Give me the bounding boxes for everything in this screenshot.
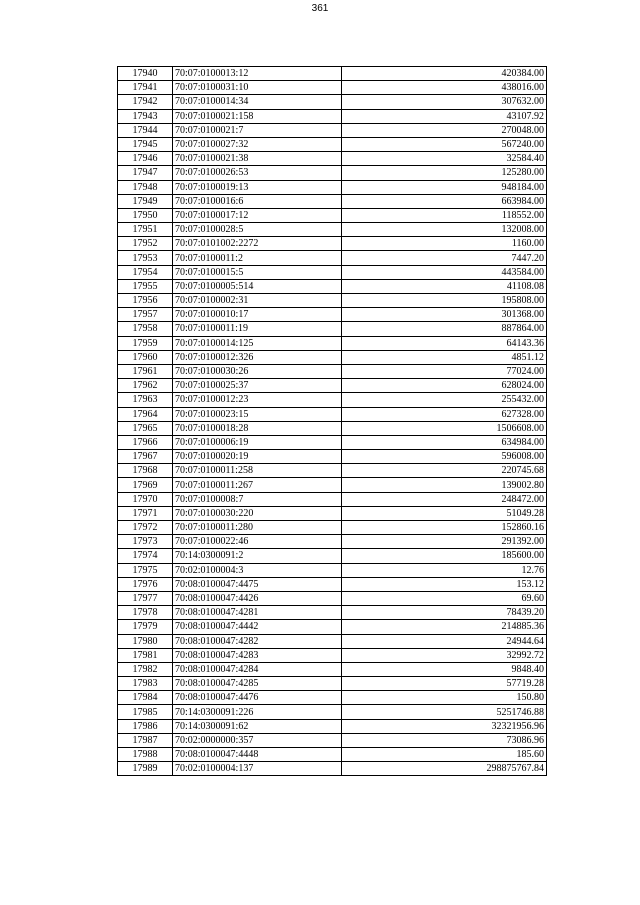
cadastral-number-cell: 70:08:0100047:4475 [173, 577, 342, 591]
cadastral-value-cell: 195808.00 [342, 294, 547, 308]
cadastral-value-cell: 185.60 [342, 748, 547, 762]
cadastral-number-cell: 70:07:0100022:46 [173, 535, 342, 549]
table-row [118, 322, 547, 336]
cadastral-number-cell: 70:07:0100030:26 [173, 364, 342, 378]
cadastral-number-cell: 70:07:0100019:13 [173, 180, 342, 194]
cadastral-value-cell: 634984.00 [342, 435, 547, 449]
cadastral-value-cell: 132008.00 [342, 223, 547, 237]
cadastral-value-cell: 301368.00 [342, 308, 547, 322]
row-number-cell: 17954 [118, 265, 173, 279]
row-number-cell: 17950 [118, 208, 173, 222]
cadastral-value-cell: 32584.40 [342, 152, 547, 166]
table-row [118, 251, 547, 265]
cadastral-value-cell: 32321956.96 [342, 719, 547, 733]
row-number-cell: 17959 [118, 336, 173, 350]
cadastral-value-table [117, 66, 547, 776]
cadastral-number-cell: 70:07:0100021:158 [173, 109, 342, 123]
row-number-cell: 17945 [118, 137, 173, 151]
row-number-cell: 17979 [118, 620, 173, 634]
table-row [118, 748, 547, 762]
cadastral-value-cell: 5251746.88 [342, 705, 547, 719]
cadastral-value-cell: 248472.00 [342, 492, 547, 506]
row-number-cell: 17947 [118, 166, 173, 180]
page-number: 361 [311, 3, 329, 14]
row-number-cell: 17943 [118, 109, 173, 123]
table-row [118, 294, 547, 308]
cadastral-number-cell: 70:07:0100011:19 [173, 322, 342, 336]
table-row [118, 265, 547, 279]
cadastral-number-cell: 70:07:0100005:514 [173, 279, 342, 293]
cadastral-value-cell: 298875767.84 [342, 762, 547, 776]
cadastral-value-cell: 153.12 [342, 577, 547, 591]
row-number-cell: 17986 [118, 719, 173, 733]
table-row [118, 691, 547, 705]
row-number-cell: 17967 [118, 450, 173, 464]
cadastral-number-cell: 70:07:0100020:19 [173, 450, 342, 464]
cadastral-number-cell: 70:08:0100047:4283 [173, 648, 342, 662]
row-number-cell: 17988 [118, 748, 173, 762]
row-number-cell: 17972 [118, 521, 173, 535]
cadastral-value-cell: 887864.00 [342, 322, 547, 336]
cadastral-value-cell: 152860.16 [342, 521, 547, 535]
table-row [118, 478, 547, 492]
cadastral-number-cell: 70:08:0100047:4282 [173, 634, 342, 648]
table-body [118, 67, 547, 776]
table-row [118, 450, 547, 464]
table-row [118, 521, 547, 535]
table-row [118, 109, 547, 123]
cadastral-value-cell: 51049.28 [342, 506, 547, 520]
table-row [118, 762, 547, 776]
cadastral-number-cell: 70:02:0100004:137 [173, 762, 342, 776]
cadastral-value-cell: 139002.80 [342, 478, 547, 492]
cadastral-number-cell: 70:07:0100025:37 [173, 379, 342, 393]
cadastral-value-cell: 1160.00 [342, 237, 547, 251]
cadastral-number-cell: 70:08:0100047:4476 [173, 691, 342, 705]
row-number-cell: 17973 [118, 535, 173, 549]
cadastral-value-cell: 567240.00 [342, 137, 547, 151]
cadastral-number-cell: 70:08:0100047:4284 [173, 662, 342, 676]
table-row [118, 535, 547, 549]
row-number-cell: 17980 [118, 634, 173, 648]
row-number-cell: 17976 [118, 577, 173, 591]
cadastral-number-cell: 70:07:0100011:258 [173, 464, 342, 478]
table-row [118, 194, 547, 208]
table-row [118, 393, 547, 407]
cadastral-number-cell: 70:14:0300091:62 [173, 719, 342, 733]
row-number-cell: 17964 [118, 407, 173, 421]
table-row [118, 137, 547, 151]
row-number-cell: 17944 [118, 123, 173, 137]
row-number-cell: 17952 [118, 237, 173, 251]
row-number-cell: 17948 [118, 180, 173, 194]
row-number-cell: 17978 [118, 606, 173, 620]
table-row [118, 336, 547, 350]
row-number-cell: 17960 [118, 350, 173, 364]
cadastral-value-cell: 77024.00 [342, 364, 547, 378]
cadastral-value-cell: 220745.68 [342, 464, 547, 478]
row-number-cell: 17975 [118, 563, 173, 577]
row-number-cell: 17982 [118, 662, 173, 676]
table-row [118, 350, 547, 364]
cadastral-value-cell: 64143.36 [342, 336, 547, 350]
row-number-cell: 17974 [118, 549, 173, 563]
table-row [118, 492, 547, 506]
row-number-cell: 17971 [118, 506, 173, 520]
cadastral-number-cell: 70:08:0100047:4285 [173, 677, 342, 691]
cadastral-value-cell: 69.60 [342, 591, 547, 605]
table-row [118, 223, 547, 237]
table-row [118, 634, 547, 648]
row-number-cell: 17969 [118, 478, 173, 492]
table-row [118, 123, 547, 137]
cadastral-number-cell: 70:07:0100014:125 [173, 336, 342, 350]
cadastral-value-cell: 420384.00 [342, 67, 547, 81]
table-row [118, 67, 547, 81]
row-number-cell: 17951 [118, 223, 173, 237]
table-row [118, 279, 547, 293]
cadastral-number-cell: 70:02:0000000:357 [173, 733, 342, 747]
cadastral-value-cell: 270048.00 [342, 123, 547, 137]
cadastral-number-cell: 70:07:0100031:10 [173, 81, 342, 95]
table-row [118, 208, 547, 222]
cadastral-value-cell: 291392.00 [342, 535, 547, 549]
table-row [118, 677, 547, 691]
cadastral-value-cell: 118552.00 [342, 208, 547, 222]
cadastral-number-cell: 70:07:0100008:7 [173, 492, 342, 506]
cadastral-number-cell: 70:07:0100018:28 [173, 421, 342, 435]
table-row [118, 577, 547, 591]
table-row [118, 308, 547, 322]
cadastral-number-cell: 70:07:0100027:32 [173, 137, 342, 151]
cadastral-value-cell: 628024.00 [342, 379, 547, 393]
table-row [118, 95, 547, 109]
cadastral-number-cell: 70:07:0100017:12 [173, 208, 342, 222]
cadastral-value-cell: 73086.96 [342, 733, 547, 747]
cadastral-value-cell: 1506608.00 [342, 421, 547, 435]
cadastral-number-cell: 70:07:0100002:31 [173, 294, 342, 308]
cadastral-value-cell: 125280.00 [342, 166, 547, 180]
cadastral-value-cell: 596008.00 [342, 450, 547, 464]
row-number-cell: 17965 [118, 421, 173, 435]
table-row [118, 81, 547, 95]
cadastral-value-cell: 43107.92 [342, 109, 547, 123]
cadastral-number-cell: 70:07:0100013:12 [173, 67, 342, 81]
cadastral-value-cell: 255432.00 [342, 393, 547, 407]
row-number-cell: 17946 [118, 152, 173, 166]
cadastral-number-cell: 70:07:0100014:34 [173, 95, 342, 109]
cadastral-number-cell: 70:07:0101002:2272 [173, 237, 342, 251]
row-number-cell: 17957 [118, 308, 173, 322]
table-row [118, 662, 547, 676]
row-number-cell: 17953 [118, 251, 173, 265]
row-number-cell: 17987 [118, 733, 173, 747]
cadastral-number-cell: 70:08:0100047:4426 [173, 591, 342, 605]
cadastral-number-cell: 70:07:0100006:19 [173, 435, 342, 449]
cadastral-number-cell: 70:07:0100028:5 [173, 223, 342, 237]
cadastral-value-cell: 41108.08 [342, 279, 547, 293]
cadastral-number-cell: 70:14:0300091:2 [173, 549, 342, 563]
cadastral-number-cell: 70:07:0100012:326 [173, 350, 342, 364]
cadastral-value-cell: 7447.20 [342, 251, 547, 265]
cadastral-value-cell: 443584.00 [342, 265, 547, 279]
cadastral-number-cell: 70:07:0100026:53 [173, 166, 342, 180]
cadastral-number-cell: 70:07:0100011:267 [173, 478, 342, 492]
table-row [118, 620, 547, 634]
cadastral-number-cell: 70:07:0100015:5 [173, 265, 342, 279]
cadastral-value-cell: 12.76 [342, 563, 547, 577]
table-row [118, 407, 547, 421]
cadastral-value-cell: 4851.12 [342, 350, 547, 364]
cadastral-value-cell: 627328.00 [342, 407, 547, 421]
row-number-cell: 17949 [118, 194, 173, 208]
cadastral-value-cell: 438016.00 [342, 81, 547, 95]
row-number-cell: 17983 [118, 677, 173, 691]
cadastral-number-cell: 70:07:0100023:15 [173, 407, 342, 421]
row-number-cell: 17961 [118, 364, 173, 378]
row-number-cell: 17962 [118, 379, 173, 393]
row-number-cell: 17985 [118, 705, 173, 719]
cadastral-number-cell: 70:08:0100047:4448 [173, 748, 342, 762]
table-row [118, 152, 547, 166]
row-number-cell: 17940 [118, 67, 173, 81]
row-number-cell: 17966 [118, 435, 173, 449]
row-number-cell: 17981 [118, 648, 173, 662]
cadastral-value-cell: 948184.00 [342, 180, 547, 194]
table-row [118, 591, 547, 605]
table-row [118, 464, 547, 478]
row-number-cell: 17955 [118, 279, 173, 293]
cadastral-value-cell: 78439.20 [342, 606, 547, 620]
table-row [118, 549, 547, 563]
table-row [118, 421, 547, 435]
cadastral-value-cell: 185600.00 [342, 549, 547, 563]
row-number-cell: 17942 [118, 95, 173, 109]
cadastral-value-cell: 9848.40 [342, 662, 547, 676]
table-row [118, 237, 547, 251]
cadastral-number-cell: 70:07:0100030:220 [173, 506, 342, 520]
cadastral-number-cell: 70:07:0100021:7 [173, 123, 342, 137]
cadastral-value-cell: 150.80 [342, 691, 547, 705]
cadastral-number-cell: 70:07:0100021:38 [173, 152, 342, 166]
cadastral-number-cell: 70:07:0100011:280 [173, 521, 342, 535]
cadastral-number-cell: 70:07:0100016:6 [173, 194, 342, 208]
cadastral-value-cell: 214885.36 [342, 620, 547, 634]
row-number-cell: 17956 [118, 294, 173, 308]
row-number-cell: 17977 [118, 591, 173, 605]
cadastral-value-cell: 663984.00 [342, 194, 547, 208]
table-row [118, 648, 547, 662]
cadastral-number-cell: 70:08:0100047:4281 [173, 606, 342, 620]
cadastral-number-cell: 70:14:0300091:226 [173, 705, 342, 719]
table-row [118, 364, 547, 378]
row-number-cell: 17963 [118, 393, 173, 407]
cadastral-value-cell: 307632.00 [342, 95, 547, 109]
row-number-cell: 17941 [118, 81, 173, 95]
table-row [118, 705, 547, 719]
cadastral-value-cell: 24944.64 [342, 634, 547, 648]
cadastral-value-cell: 57719.28 [342, 677, 547, 691]
table-row [118, 506, 547, 520]
row-number-cell: 17989 [118, 762, 173, 776]
cadastral-value-cell: 32992.72 [342, 648, 547, 662]
table-row [118, 563, 547, 577]
row-number-cell: 17958 [118, 322, 173, 336]
cadastral-number-cell: 70:07:0100010:17 [173, 308, 342, 322]
cadastral-number-cell: 70:07:0100012:23 [173, 393, 342, 407]
table-row [118, 180, 547, 194]
cadastral-number-cell: 70:02:0100004:3 [173, 563, 342, 577]
row-number-cell: 17970 [118, 492, 173, 506]
cadastral-number-cell: 70:08:0100047:4442 [173, 620, 342, 634]
table-row [118, 719, 547, 733]
row-number-cell: 17984 [118, 691, 173, 705]
table-row [118, 166, 547, 180]
cadastral-number-cell: 70:07:0100011:2 [173, 251, 342, 265]
table-row [118, 606, 547, 620]
table-row [118, 733, 547, 747]
table-row [118, 435, 547, 449]
row-number-cell: 17968 [118, 464, 173, 478]
table-row [118, 379, 547, 393]
